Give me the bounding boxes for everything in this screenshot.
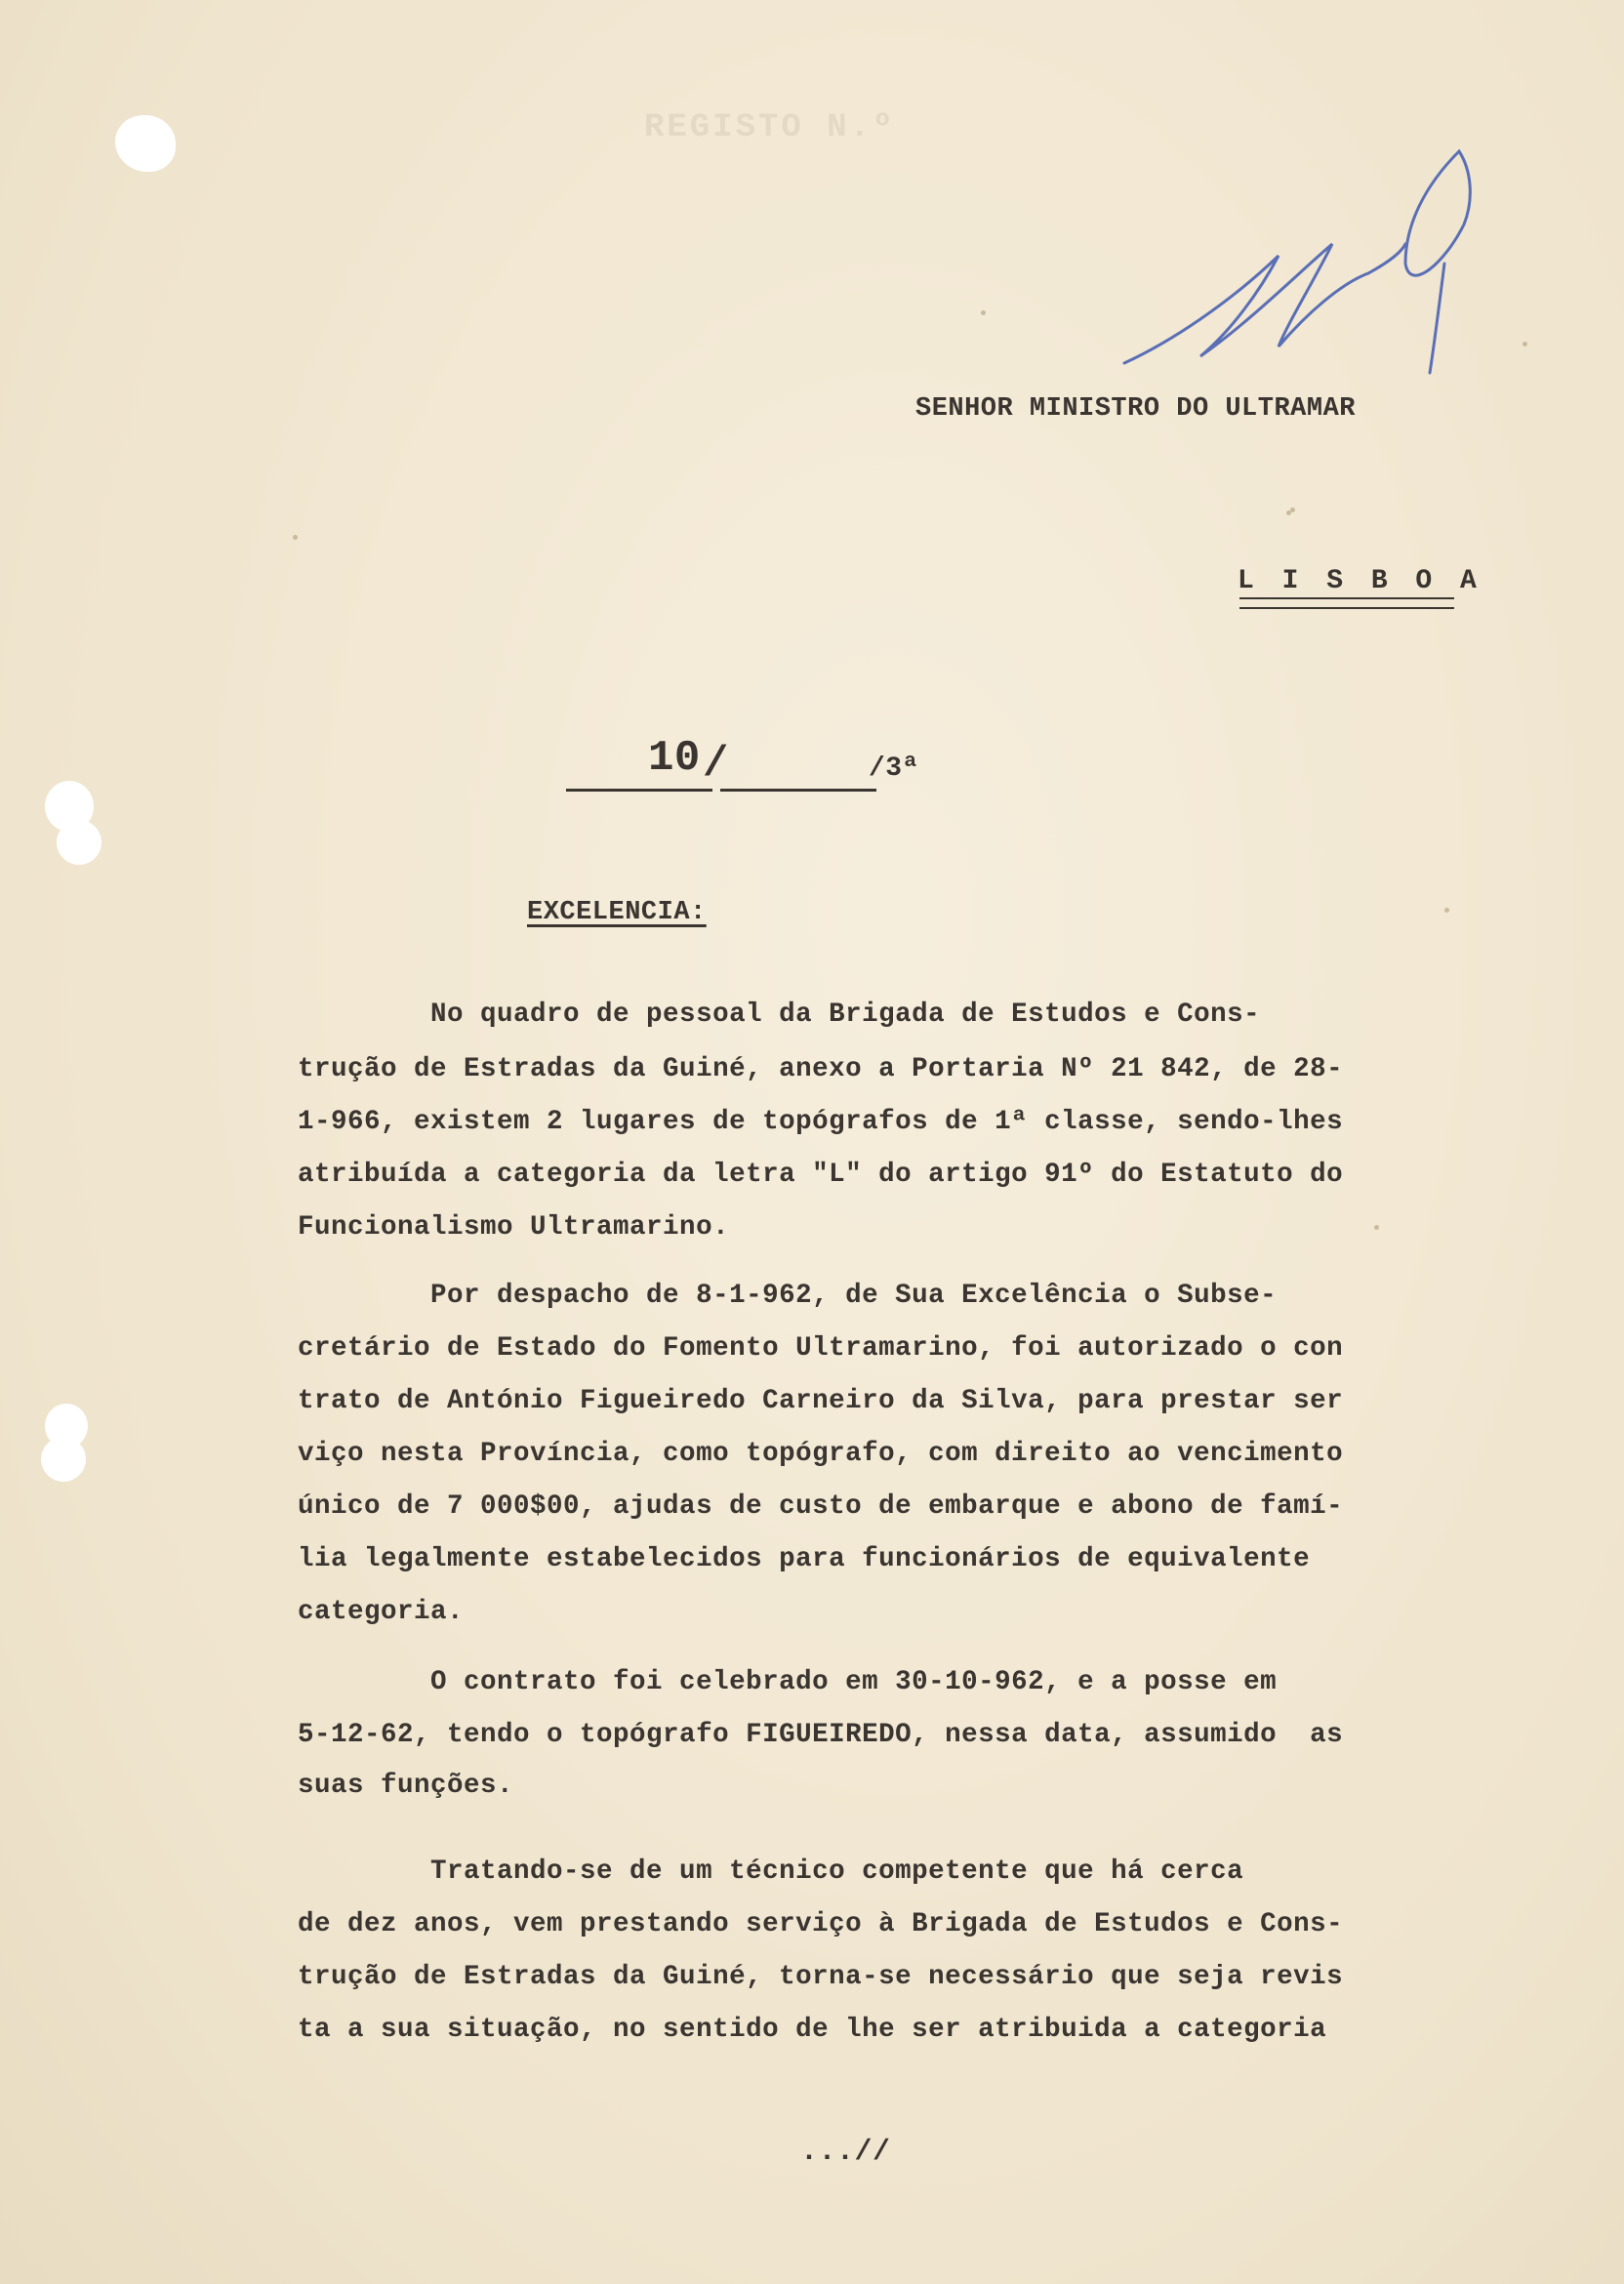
continuation-mark: ...// <box>800 2136 891 2169</box>
body-line: O contrato foi celebrado em 30-10-962, e a posse em <box>298 1667 1278 1697</box>
body-line: 5-12-62, tendo o topógrafo FIGUEIREDO, nessa data, assumido as <box>298 1720 1344 1750</box>
paper-speck <box>1290 508 1295 512</box>
body-line: ta a sua situação, no sentido de lhe ser atribuida a categoria <box>298 2015 1327 2045</box>
body-line: Por despacho de 8-1-962, de Sua Excelência o Subse- <box>298 1281 1278 1311</box>
faded-stamp: REGISTO N.º <box>644 109 896 146</box>
reference-suffix: /3ª <box>869 754 919 784</box>
punch-hole-top <box>115 115 176 172</box>
handwritten-signature <box>1113 146 1493 381</box>
body-line: trato de António Figueiredo Carneiro da Silva, para prestar ser <box>298 1386 1344 1416</box>
body-line: suas funções. <box>298 1771 514 1801</box>
paper-speck <box>981 310 986 315</box>
city-double-underline <box>1239 597 1454 609</box>
paper-speck <box>1444 908 1449 913</box>
body-line: Funcionalismo Ultramarino. <box>298 1212 730 1243</box>
reference-slash: / <box>703 740 729 789</box>
reference-rule <box>566 789 712 792</box>
reference-rule <box>720 789 876 792</box>
body-line: único de 7 000$00, ajudas de custo de embarque e abono de famí- <box>298 1491 1344 1522</box>
punch-hole-middle-b <box>57 820 102 865</box>
salutation: EXCELENCIA: <box>527 898 707 927</box>
body-line: 1-966, existem 2 lugares de topógrafos de 1ª classe, sendo-lhes <box>298 1107 1344 1137</box>
addressee: SENHOR MINISTRO DO ULTRAMAR <box>915 394 1356 424</box>
body-line: trução de Estradas da Guiné, torna-se necessário que seja revis <box>298 1962 1344 1992</box>
reference-number: 10 <box>648 734 701 783</box>
body-line: No quadro de pessoal da Brigada de Estudos e Cons- <box>298 999 1261 1030</box>
body-line: trução de Estradas da Guiné, anexo a Portaria Nº 21 842, de 28- <box>298 1054 1344 1084</box>
punch-hole-lower-b <box>41 1437 86 1482</box>
paper-speck <box>1522 342 1527 347</box>
paper-speck <box>293 535 298 540</box>
paper-speck <box>1374 1225 1379 1230</box>
city: L I S B O A <box>1238 566 1482 596</box>
body-line: viço nesta Província, como topógrafo, com direito ao vencimento <box>298 1439 1344 1469</box>
body-line: categoria. <box>298 1597 465 1627</box>
body-line: de dez anos, vem prestando serviço à Brigada de Estudos e Cons- <box>298 1909 1344 1939</box>
body-line: cretário de Estado do Fomento Ultramarino, foi autorizado o con <box>298 1333 1344 1364</box>
body-line: Tratando-se de um técnico competente que há cerca <box>298 1856 1244 1887</box>
body-line: atribuída a categoria da letra "L" do artigo 91º do Estatuto do <box>298 1160 1344 1190</box>
body-line: lia legalmente estabelecidos para funcionários de equivalente <box>298 1544 1311 1574</box>
